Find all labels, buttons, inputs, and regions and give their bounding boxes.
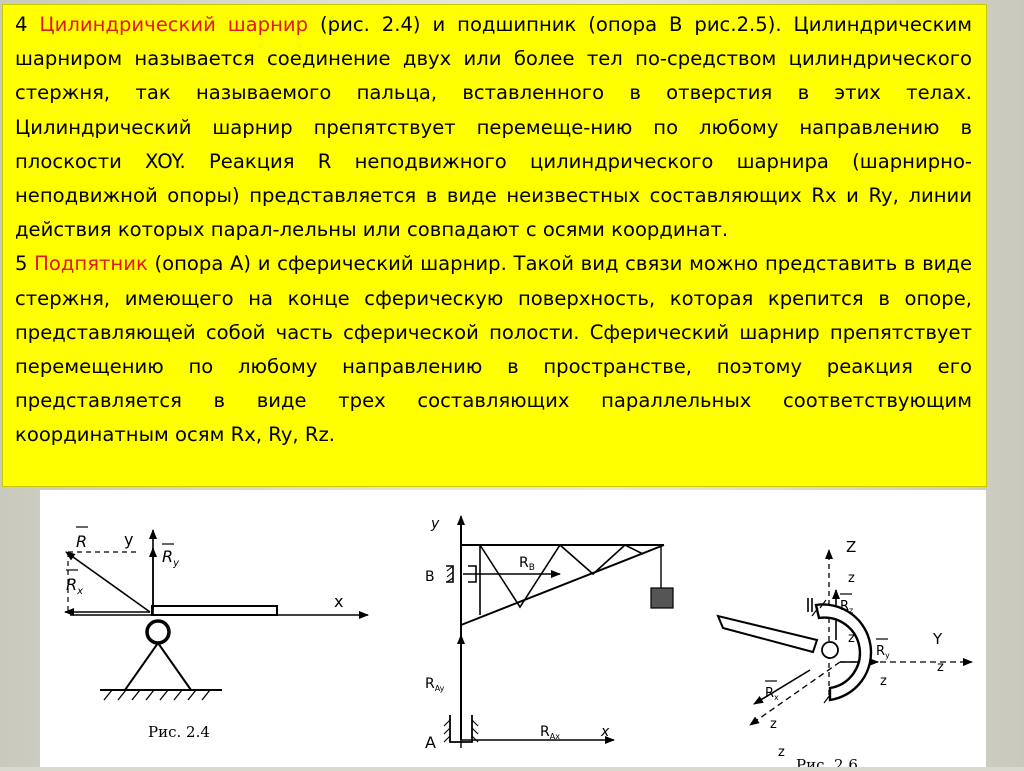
label-y: y [431, 516, 440, 532]
figure-2-6-labels [765, 538, 944, 767]
label-z: z [778, 745, 785, 760]
truss-web [480, 545, 643, 615]
x-axis [750, 662, 840, 725]
label-z: z [880, 674, 887, 689]
label-rx: $R_x$ [765, 686, 779, 702]
bearing-b-hatch [447, 566, 453, 582]
figure-2-5 [444, 516, 673, 748]
figure-2-5-labels [425, 516, 610, 752]
rod [718, 616, 817, 652]
text-block [2, 4, 987, 487]
beam [152, 606, 277, 615]
label-rz: $R_z$ [840, 599, 854, 615]
truss-bottom [461, 545, 664, 625]
label-ry: $R_y$ [876, 644, 890, 660]
paragraph-number: 4 [15, 13, 40, 36]
reaction-r-arrow [66, 552, 150, 612]
label-z: z [848, 571, 855, 586]
label-ry: $R_y$ [162, 547, 180, 569]
paragraph-number: 5 [15, 252, 35, 276]
ball [822, 642, 838, 658]
support-triangle [125, 643, 191, 690]
caption-fig-2-4: Рис. 2.4 [148, 723, 210, 741]
label-rb: $R_B$ [519, 555, 535, 573]
term-thrust-bearing: Подпятник [34, 252, 148, 276]
caption-fig-2-6: Рис. 2.6 [796, 756, 858, 767]
label-rx: $R_x$ [66, 575, 84, 597]
paragraph-thrust-bearing [15, 247, 972, 452]
weight [651, 588, 673, 608]
label-z: z [770, 717, 777, 732]
hinge-pin [147, 621, 169, 643]
label-z: z [848, 631, 855, 646]
paragraph-body: (опора А) и сферический шарнир. Такой вид связи можно представить в виде стержня, имеющего на конце сферическую поверхность, которая крепится в опоре, представляющей собой часть сферической полости. Сферический шарнир препятствует перемещению по любому направлению в пространстве, поэтому реакция его представляется в виде трех составляющих параллельных соответствующим координатным осям Rx, Ry, Rz. [15, 252, 973, 447]
label-r: R [76, 532, 88, 551]
paragraph-cylindrical-hinge [15, 8, 972, 247]
figure-2-4-labels [66, 527, 343, 741]
label-a: A [425, 733, 436, 752]
figure-panel [40, 490, 986, 767]
label-z-top: Z [846, 538, 857, 556]
reaction-rx-arrow [754, 670, 810, 704]
label-b: B [425, 569, 435, 585]
label-y: Y [933, 630, 943, 648]
label-z: z [937, 660, 944, 675]
label-x: x [334, 592, 344, 611]
term-cylindrical-hinge: Цилиндрический шарнир [39, 13, 309, 36]
label-ray: $R_{Ay}$ [425, 676, 445, 693]
bracket [808, 598, 812, 612]
paragraph-body: (рис. 2.4) и подшипник (опора В рис.2.5). Цилиндрическим шарниром называется соединение двух или более тел по-средством цилиндрического стержня, так называемого пальца, вставленного в отверстия в этих телах. Цилиндрический шарнир препятствует перемеще-нию по любому направлению в плоскости XOY. Реакция R неподвижного цилиндрического шарнира (шарнирно-неподвижной опоры) представляется в виде неизвестных составляющих Rx и Ry, линии действия которых парал-лельны или совпадают с осями координат. [15, 13, 972, 242]
label-rax: $R_{Ax}$ [540, 724, 560, 741]
label-x: x [601, 724, 610, 740]
support-hatching [104, 690, 210, 700]
figure-2-4 [65, 530, 368, 700]
label-y: y [124, 530, 134, 549]
figures-svg [40, 490, 986, 767]
